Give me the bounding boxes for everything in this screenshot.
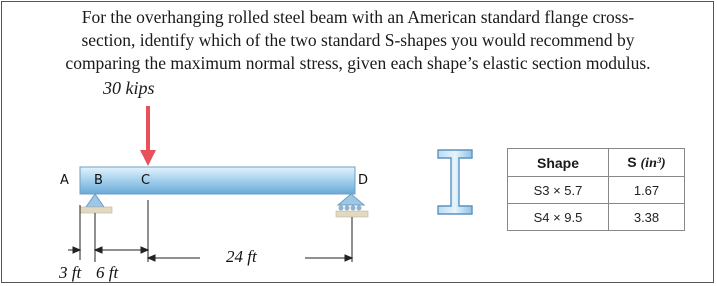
table-header-shape: Shape [508,149,609,177]
table-row [508,177,685,204]
beam [80,167,355,194]
table-row [508,204,685,231]
point-label-c: C [141,173,151,188]
table-header-modulus-units: (in³) [640,155,666,171]
table-cell-modulus: 3.38 [609,204,685,231]
table-cell-shape: S4 × 9.5 [508,204,609,231]
i-beam-section-icon [438,150,472,214]
table-cell-modulus: 1.67 [609,177,685,204]
point-label-d: D [358,173,369,188]
roller-support-d [336,194,368,217]
table-header-modulus [609,149,685,177]
problem-line-2: section, identify which of the two standard S-shapes you would recommend by [81,30,635,50]
dimension-bd: 24 ft [226,247,257,266]
table-cell-shape: S3 × 5.7 [508,177,609,204]
table-header-modulus-s: S [627,153,637,170]
dimension-ab: 3 ft [59,263,82,282]
dimension-bc: 6 ft [96,263,119,282]
point-label-b: B [94,173,103,188]
point-label-a: A [60,173,69,188]
problem-line-3: comparing the maximum normal stress, given each shape’s elastic section modulus. [65,53,651,73]
pin-support-b [80,194,112,213]
load-label: 30 kips [103,78,155,98]
shapes-table [507,148,685,231]
table-header-row [508,149,685,177]
dimension-lines [68,247,352,261]
load-arrow [140,106,156,166]
extension-lines [80,200,352,262]
problem-line-1: For the overhanging rolled steel beam with an American standard flange cross- [81,7,635,27]
